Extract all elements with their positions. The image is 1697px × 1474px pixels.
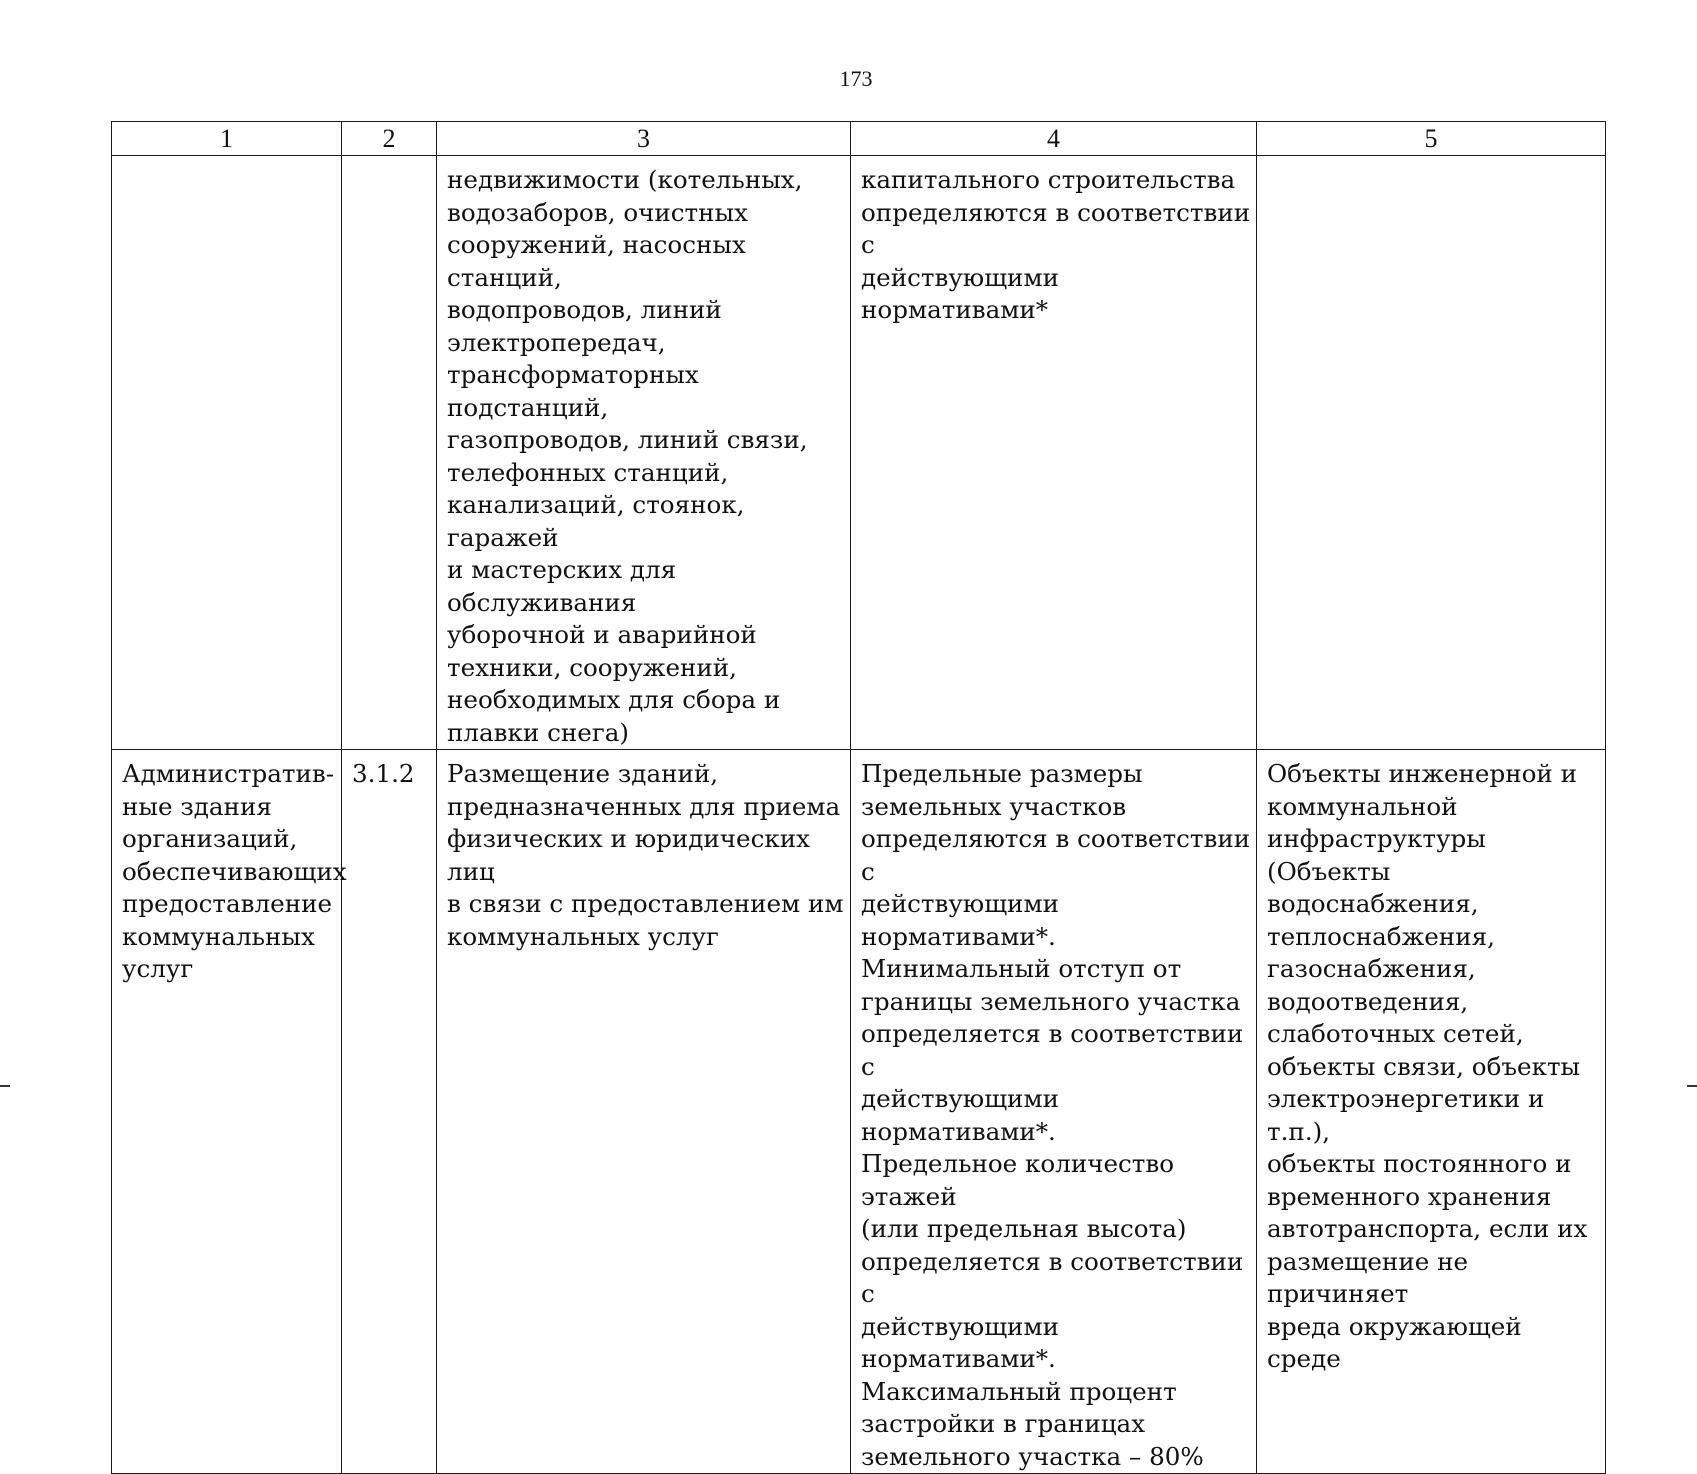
table-row: [112, 750, 1606, 1474]
table-row: [112, 156, 1606, 750]
cell-parameters: Предельные размеры земельных участков определяются в соответствии с действующими нормативами*. Минимальный отступ от границы земельного участка определяется в соответствии с действующими нормативами*. Предельное количество этажей (или предельная высота) определяется в соответствии с действующими нормативами*. Максимальный процент застройки в границах земельного участка – 80%: [851, 750, 1257, 1474]
column-header: 1: [112, 122, 342, 156]
cell-description: Размещение зданий, предназначенных для приема физических и юридических лиц в связи с предоставлением им коммунальных услуг: [437, 750, 851, 1474]
regulations-table: [111, 121, 1606, 1474]
cell-auxiliary-uses: [1257, 156, 1606, 750]
scan-edge-mark: [1687, 1085, 1697, 1087]
cell-description: недвижимости (котельных, водозаборов, очистных сооружений, насосных станций, водопроводов, линий электропередач, трансформаторных подстанций, газопроводов, линий связи, телефонных станций, канализаций, стоянок, гаражей и мастерских для обслуживания уборочной и аварийной техники, сооружений, необходимых для сбора и плавки снега): [437, 156, 851, 750]
column-header: 3: [437, 122, 851, 156]
cell-code: 3.1.2: [342, 750, 437, 1474]
cell-use-type: Административ- ные здания организаций, обеспечивающих предоставление коммунальных услуг: [112, 750, 342, 1474]
cell-parameters: капитального строительства определяются в соответствии с действующими нормативами*: [851, 156, 1257, 750]
column-header: 4: [851, 122, 1257, 156]
cell-use-type: [112, 156, 342, 750]
column-header: 5: [1257, 122, 1606, 156]
page-number: 173: [839, 66, 873, 91]
table-header-row: [112, 122, 1606, 156]
cell-auxiliary-uses: Объекты инженерной и коммунальной инфраструктуры (Объекты водоснабжения, теплоснабжения, газоснабжения, водоотведения, слаботочных сетей, объекты связи, объекты электроэнергетики и т.п.), объекты постоянного и временного хранения автотранспорта, если их размещение не причиняет вреда окружающей среде: [1257, 750, 1606, 1474]
scan-edge-mark: [0, 1085, 10, 1087]
column-header: 2: [342, 122, 437, 156]
cell-code: [342, 156, 437, 750]
